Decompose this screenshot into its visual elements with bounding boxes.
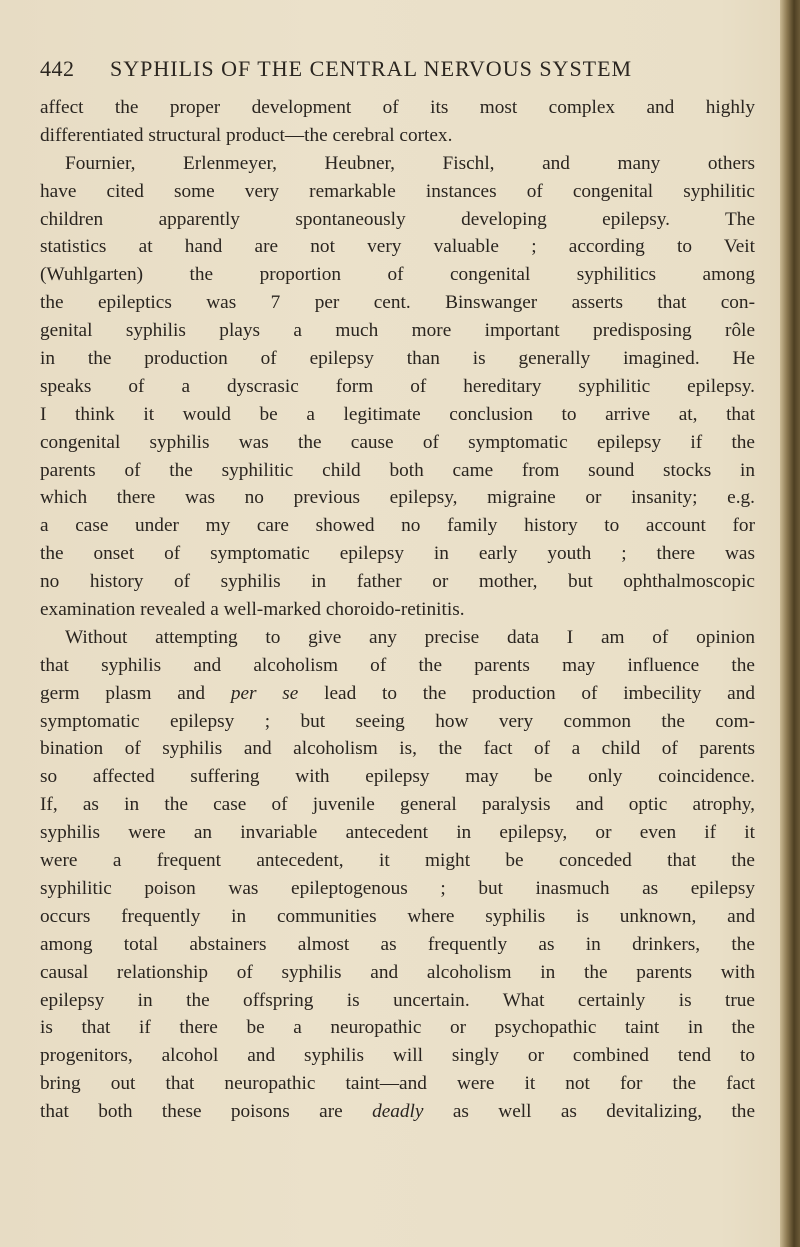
text-segment: statistics at hand are not very valuable ; according to Veit — [40, 236, 755, 258]
text-line — [40, 122, 755, 150]
text-segment: causal relationship of syphilis and alcoholism in the parents with — [40, 961, 755, 983]
text-line — [40, 652, 755, 680]
page-number: 442 — [40, 56, 75, 81]
text-line — [40, 735, 755, 763]
text-line — [40, 1014, 755, 1042]
text-line — [40, 791, 755, 819]
text-line — [40, 457, 755, 485]
text-segment: (Wuhlgarten) the proportion of congenital syphilitics among — [40, 264, 755, 286]
text-segment: so affected suffering with epilepsy may be only coincidence. — [40, 766, 755, 788]
text-line — [40, 540, 755, 568]
text-segment: symptomatic epilepsy ; but seeing how very common the com- — [40, 710, 755, 732]
text-line — [40, 903, 755, 931]
text-segment: germ plasm and — [40, 682, 231, 704]
text-line — [40, 206, 755, 234]
text-segment: as well as devitalizing, the — [423, 1101, 755, 1123]
text-line — [40, 178, 755, 206]
italic-phrase: per se — [230, 682, 299, 704]
text-segment: that both these poisons are — [40, 1101, 373, 1123]
text-line — [40, 94, 755, 122]
text-segment: occurs frequently in communities where syphilis is unknown, and — [40, 905, 755, 927]
text-segment: speaks of a dyscrasic form of hereditary syphilitic epilepsy. — [40, 375, 755, 397]
text-segment: Without attempting to give any precise data I am of opinion — [65, 626, 755, 648]
text-segment: examination revealed a well-marked choroido-retinitis. — [40, 599, 465, 621]
text-segment: have cited some very remarkable instances of congenital syphilitic — [40, 180, 755, 202]
running-head-title: SYPHILIS OF THE CENTRAL NERVOUS SYSTEM — [110, 56, 633, 81]
page-edge-shadow — [780, 0, 800, 1247]
text-segment: epilepsy in the offspring is uncertain. What certainly is true — [40, 989, 755, 1011]
text-segment: progenitors, alcohol and syphilis will singly or combined tend to — [40, 1045, 755, 1067]
text-segment: the epileptics was 7 per cent. Binswanger asserts that con- — [40, 292, 755, 314]
text-segment: genital syphilis plays a much more important predisposing rôle — [40, 320, 755, 342]
text-line — [40, 261, 755, 289]
text-line — [40, 1042, 755, 1070]
text-segment: differentiated structural product—the cerebral cortex. — [40, 124, 453, 146]
text-segment: that syphilis and alcoholism of the parents may influence the — [40, 654, 755, 676]
body-text — [40, 94, 755, 1126]
text-line — [40, 987, 755, 1015]
text-line — [40, 875, 755, 903]
text-segment: parents of the syphilitic child both came from sound stocks in — [40, 459, 755, 481]
text-line — [40, 1098, 755, 1126]
text-line — [40, 484, 755, 512]
text-segment: congenital syphilis was the cause of symptomatic epilepsy if the — [40, 431, 755, 453]
text-line — [40, 596, 755, 624]
text-segment: in the production of epilepsy than is generally imagined. He — [40, 348, 755, 370]
text-line — [40, 233, 755, 261]
text-line — [40, 708, 755, 736]
text-segment: bring out that neuropathic taint—and were it not for the fact — [40, 1073, 755, 1095]
text-segment: lead to the production of imbecility and — [298, 682, 755, 704]
italic-phrase: deadly — [372, 1101, 424, 1123]
text-line — [40, 624, 755, 652]
text-segment: affect the proper development of its most complex and highly — [40, 97, 755, 118]
running-head — [40, 56, 760, 86]
text-line — [40, 959, 755, 987]
text-line — [40, 429, 755, 457]
text-line — [40, 373, 755, 401]
text-line — [40, 568, 755, 596]
text-segment: syphilis were an invariable antecedent in epilepsy, or even if it — [40, 822, 755, 844]
text-segment: If, as in the case of juvenile general paralysis and optic atrophy, — [40, 794, 755, 816]
text-segment: which there was no previous epilepsy, migraine or insanity; e.g. — [40, 487, 755, 509]
text-line — [40, 289, 755, 317]
text-line — [40, 512, 755, 540]
text-line — [40, 150, 755, 178]
text-segment: I think it would be a legitimate conclusion to arrive at, that — [40, 403, 755, 425]
text-line — [40, 345, 755, 373]
text-segment: is that if there be a neuropathic or psychopathic taint in the — [40, 1017, 755, 1039]
text-line — [40, 680, 755, 708]
text-segment: a case under my care showed no family history to account for — [40, 515, 755, 537]
text-line — [40, 847, 755, 875]
text-line — [40, 763, 755, 791]
text-segment: children apparently spontaneously developing epilepsy. The — [40, 208, 755, 230]
text-line — [40, 1070, 755, 1098]
text-segment: no history of syphilis in father or mother, but ophthalmoscopic — [40, 571, 755, 593]
text-segment: bination of syphilis and alcoholism is, the fact of a child of parents — [40, 738, 755, 760]
text-segment: syphilitic poison was epileptogenous ; but inasmuch as epilepsy — [40, 877, 755, 899]
text-segment: among total abstainers almost as frequently as in drinkers, the — [40, 933, 755, 955]
text-line — [40, 931, 755, 959]
text-line — [40, 819, 755, 847]
text-segment: were a frequent antecedent, it might be conceded that the — [40, 850, 755, 872]
text-segment: the onset of symptomatic epilepsy in early youth ; there was — [40, 543, 755, 565]
text-segment: Fournier, Erlenmeyer, Heubner, Fischl, and many others — [65, 152, 755, 174]
text-line — [40, 401, 755, 429]
text-line — [40, 317, 755, 345]
